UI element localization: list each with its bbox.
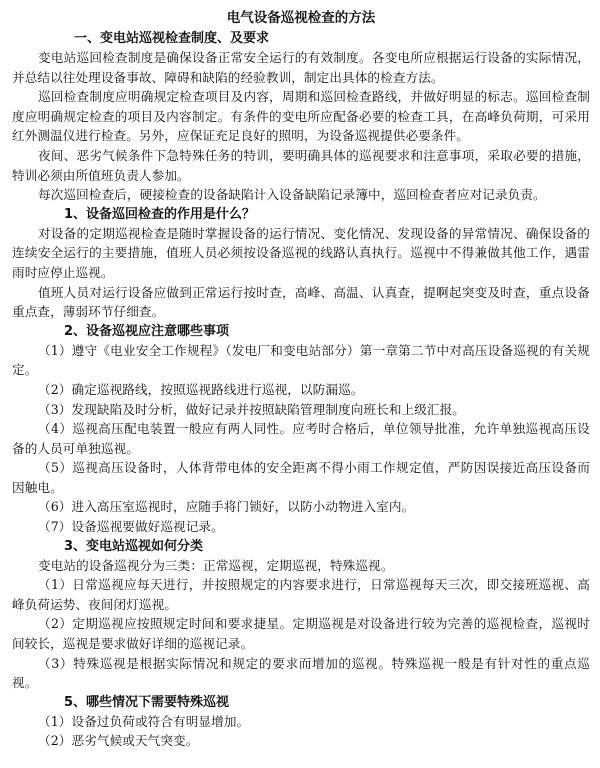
list-item: （7）设备巡视要做好巡视记录。: [38, 519, 224, 535]
paragraph: 每次巡回检查后，硬接检查的设备缺陷计入设备缺陷记录簿中，巡回检查者应对记录负责。: [38, 187, 546, 203]
section-heading-inspection-notes: 2、设备巡视应注意哪些事项: [64, 323, 230, 339]
list-item: （3）特殊巡视是根据实际情况和规定的要求而增加的巡视。特殊巡视一般是有针对性的重点巡视。: [12, 655, 590, 691]
list-item: （1）遵守《电业安全工作规程》（发电厂和变电站部分）第一章第二节中对高压设备巡视的有关规定。: [12, 342, 590, 378]
section-heading-inspection-types: 3、变电站巡视如何分类: [64, 538, 204, 554]
section-heading-inspection-system: 一、变电站巡视检查制度、及要求: [74, 31, 270, 46]
list-item: （4）巡视高压配电装置一般应有两人同性。应考时合格后，单位领导批准，允许单独巡视高压设备的人员可单独巡视。: [12, 421, 590, 456]
list-item: （2）恶劣气候或天气突变。: [38, 733, 199, 749]
list-item: （5）巡视高压设备时，人体背带电体的安全距离不得小雨工作规定值，严防因误接近高压设备而因触电。: [12, 460, 590, 495]
paragraph: 夜间、恶劣气候条件下急特殊任务的特训，要明确具体的巡视要求和注意事项，采取必要的措施，特训必须由所值班负责人参加。: [12, 147, 590, 183]
section-heading-special-inspection: 5、哪些情况下需要特殊巡视: [64, 694, 230, 710]
paragraph: 对设备的定期巡视检查是随时掌握设备的运行情况、变化情况、发现设备的异常情况、确保设备的连续安全运行的主要措施，值班人员必须按设备巡视的线路认真执行。巡视中不得兼做其他工作，遇雷雨时应停止巡视。: [12, 225, 590, 280]
paragraph: 值班人员对运行设备应做到正常运行按时查，高峰、高温、认真查，提啊起突变及时查，重点设备重点查，薄弱环节仔细查。: [12, 284, 590, 320]
section-heading-inspection-purpose: 1、设备巡回检查的作用是什么？: [64, 206, 256, 222]
list-item: （3）发现缺陷及时分析，做好记录并按照缺陷管理制度向班长和上级汇报。: [38, 401, 466, 417]
list-item: （2）确定巡视路线，按照巡视路线进行巡视，以防漏巡。: [38, 381, 364, 397]
list-item: （1）设备过负荷或符合有明显增加。: [38, 713, 250, 729]
paragraph: 变电站的设备巡视分为三类：正常巡视，定期巡视，特殊巡视。: [38, 557, 394, 573]
list-item: （2）定期巡视应按照规定时间和要求捷星。定期巡视是对设备进行较为完善的巡视检查，巡视时间较长，巡视是要求做好详细的巡视记录。: [12, 616, 590, 652]
list-item: （6）进入高压室巡视时，应随手将门锁好，以防小动物进入室内。: [38, 499, 415, 515]
paragraph: 巡回检查制度应明确规定检查项目及内容，周期和巡回检查路线，并做好明显的标志。巡回检查制度应明确规定检查的项目及内容制定。有条件的变电所应配备必要的检查工具，在高峰负荷期，可采用红外测温仪进行检查。另外，应保证充足良好的照明，为设备巡视提供必要条件。: [12, 89, 590, 144]
list-item: （1）日常巡视应每天进行，并按照规定的内容要求进行，日常巡视每天三次，即交接班巡视、高峰负荷运势、夜间闭灯巡视。: [12, 577, 590, 612]
document-title: 电气设备巡视检查的方法: [226, 10, 376, 26]
paragraph: 变电站巡回检查制度是确保设备正常安全运行的有效制度。各变电所应根据运行设备的实际情况，并总结以往处理设备事故、障碍和缺陷的经验教训，制定出具体的检查方法。: [12, 50, 590, 85]
